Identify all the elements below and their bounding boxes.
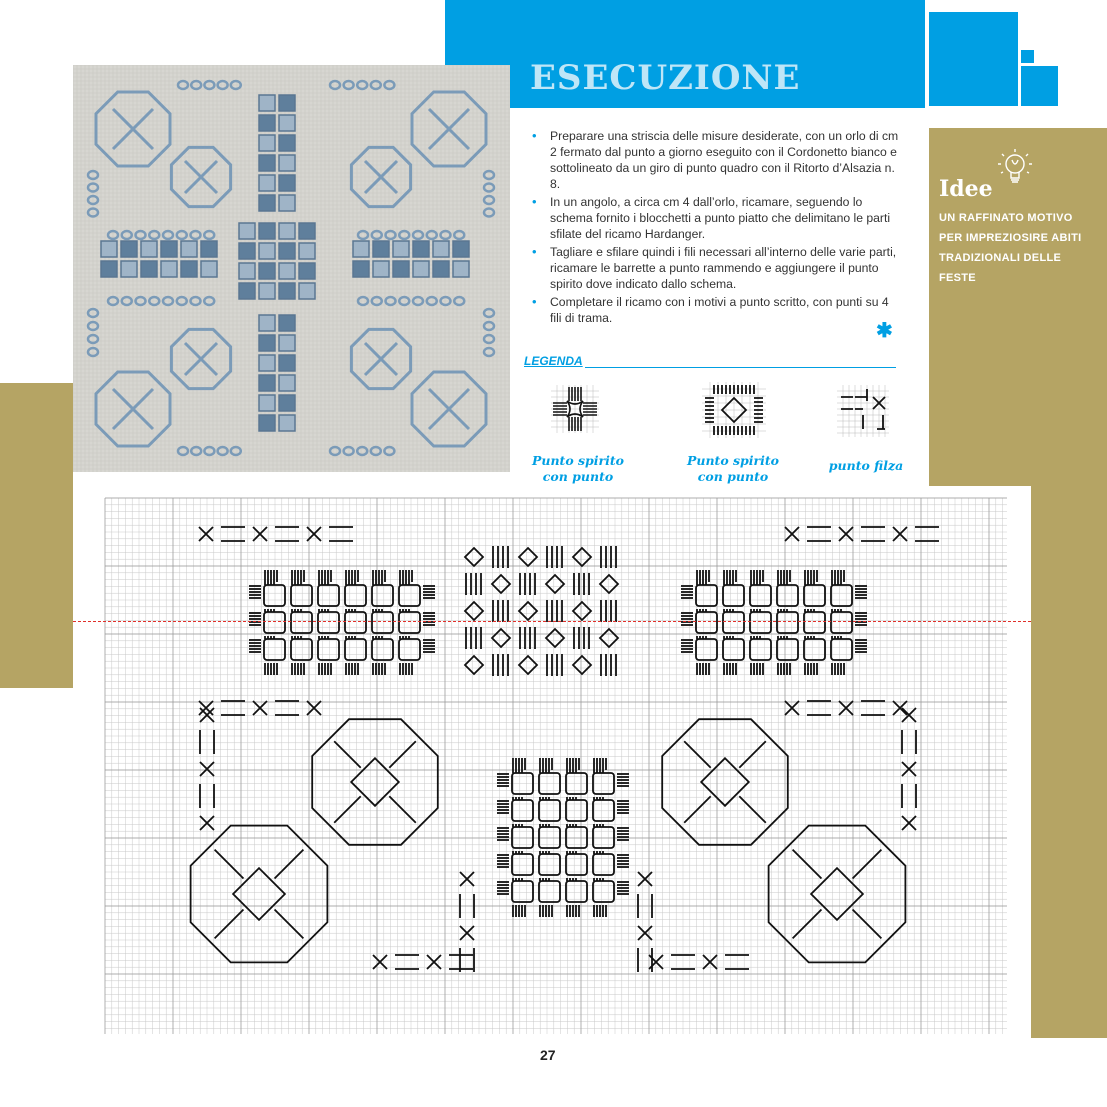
instruction-step: • Preparare una striscia delle misure desiderate, con un orlo di cm 2 fermato dal punto a giorno eseguito con il Cordonetto bianco e sottolineato da un giro di punto quadro con il Ritorto d’Alsazia n. 8. (530, 128, 900, 192)
decorative-square-medium (1021, 66, 1058, 106)
chart-guide-line (73, 621, 1031, 622)
legend-item-line: punto filza (828, 458, 904, 473)
page-number: 27 (540, 1047, 556, 1063)
legend-divider (585, 367, 896, 368)
punto-filza-symbol (837, 385, 889, 437)
lightbulb-icon (993, 146, 1037, 190)
legend-item-line: con punto (697, 469, 769, 484)
page-title: ESECUZIONE (530, 58, 801, 98)
instruction-step: • Completare il ricamo con i motivi a punto scritto, con punti su 4 fili di trama. (530, 294, 900, 326)
embroidery-photo (73, 65, 510, 472)
header-banner (445, 0, 925, 108)
embroidery-chart (73, 486, 1031, 1038)
punto-spirito-piatto-symbol (551, 385, 599, 433)
decorative-square-small (1021, 50, 1034, 63)
legend-item-3 (826, 458, 906, 474)
legend-item-line: Punto spirito (531, 453, 624, 468)
idee-sidebar (929, 128, 1107, 486)
decorative-square-large (929, 12, 1018, 106)
legend-item-line: con punto (542, 469, 614, 484)
chart-grid (105, 498, 1007, 1034)
punto-spirito-rammendo-symbol (702, 382, 766, 438)
legend-item-line: Punto spirito (686, 453, 779, 468)
left-olive-bar (0, 383, 73, 688)
asterisk-icon: ✱ (876, 320, 893, 342)
idee-title: Idee (939, 176, 993, 202)
instruction-step: • In un angolo, a circa cm 4 dall’orlo, ricamare, seguendo lo schema fornito i blocchetti a punto piatto che delimitano le parti sfilate del ricamo Hardanger. (530, 194, 900, 242)
legend-title: LEGENDA (524, 354, 583, 368)
instruction-list (530, 128, 900, 328)
idee-text: UN RAFFINATO MOTIVO PER IMPREZIOSIRE ABITI TRADIZIONALI DELLE FESTE (939, 212, 1082, 284)
instruction-step: • Tagliare e sfilare quindi i fili necessari all’interno delle varie parti, ricamare le barrette a punto rammendo e aggiungere il punto spirito dove indicato dallo schema. (530, 244, 900, 292)
